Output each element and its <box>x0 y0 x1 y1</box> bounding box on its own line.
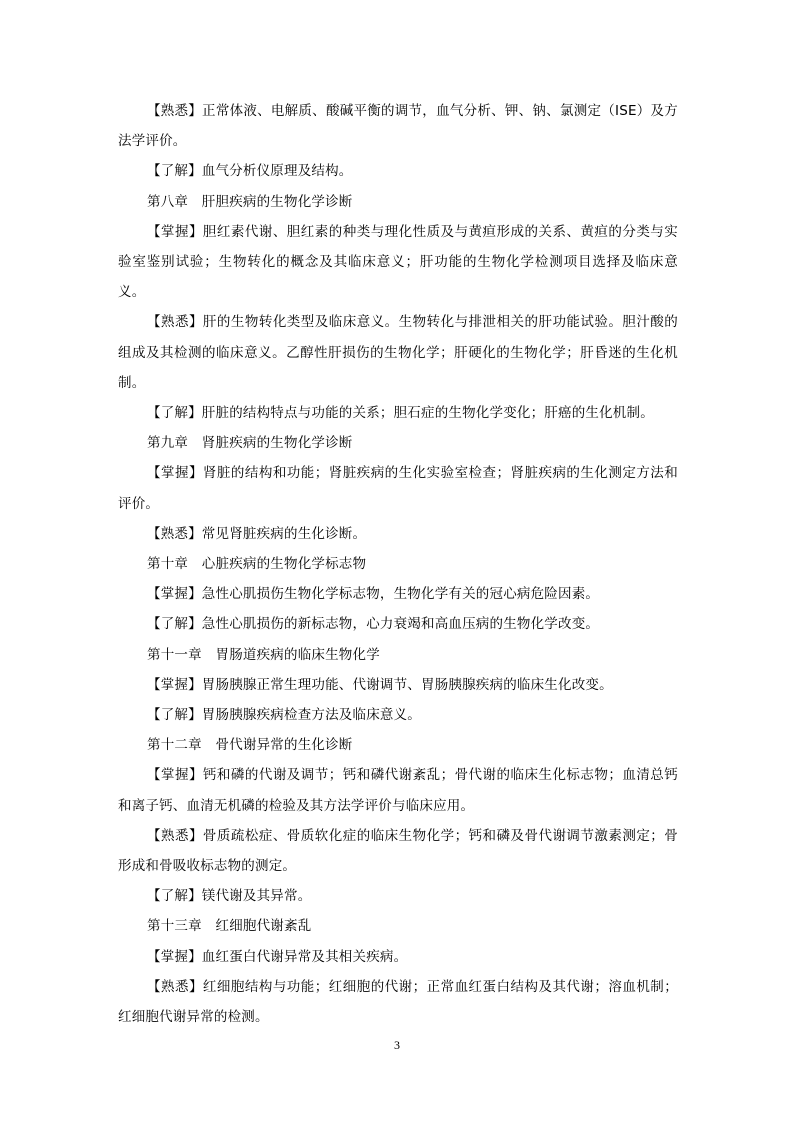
paragraph: 【掌握】急性心肌损伤生物化学标志物，生物化学有关的冠心病危险因素。 <box>147 586 600 603</box>
chapter-heading: 第八章 肝胆疾病的生物化学诊断 <box>147 193 353 210</box>
paragraph: 【了解】镁代谢及其异常。 <box>147 888 312 905</box>
paragraph: 【掌握】胃肠胰腺正常生理功能、代谢调节、胃肠胰腺疾病的临床生化改变。 <box>147 676 613 693</box>
page-number: 3 <box>394 1038 400 1052</box>
paragraph: 【掌握】血红蛋白代谢异常及其相关疾病。 <box>147 948 408 965</box>
paragraph: 【了解】肝脏的结构特点与功能的关系；胆石症的生物化学变化；肝癌的生化机制。 <box>147 405 654 422</box>
paragraph: 【熟悉】红细胞结构与功能；红细胞的代谢；正常血红蛋白结构及其代谢；溶血机制；红细胞代谢异常的检测。 <box>118 978 678 1026</box>
chapter-heading: 第十二章 骨代谢异常的生化诊断 <box>147 737 353 754</box>
paragraph: 【了解】急性心肌损伤的新标志物，心力衰竭和高血压病的生物化学改变。 <box>147 616 600 633</box>
paragraph: 【熟悉】正常体液、电解质、酸碱平衡的调节，血气分析、钾、钠、氯测定（ISE）及方法学评价。 <box>118 103 678 150</box>
paragraph: 【了解】胃肠胰腺疾病检查方法及临床意义。 <box>147 707 421 724</box>
document-body <box>118 96 678 1032</box>
paragraph: 【掌握】胆红素代谢、胆红素的种类与理化性质及与黄疸形成的关系、黄疸的分类与实验室鉴别试验；生物转化的概念及其临床意义；肝功能的生物化学检测项目选择及临床意义。 <box>118 223 678 301</box>
chapter-heading: 第九章 肾脏疾病的生物化学诊断 <box>147 435 353 452</box>
chapter-heading: 第十三章 红细胞代谢紊乱 <box>147 918 312 935</box>
paragraph: 【熟悉】骨质疏松症、骨质软化症的临床生物化学；钙和磷及骨代谢调节激素测定；骨形成和骨吸收标志物的测定。 <box>118 827 678 875</box>
paragraph: 【掌握】肾脏的结构和功能；肾脏疾病的生化实验室检查；肾脏疾病的生化测定方法和评价。 <box>118 465 678 512</box>
chapter-heading: 第十章 心脏疾病的生物化学标志物 <box>147 556 367 573</box>
paragraph: 【了解】血气分析仪原理及结构。 <box>147 163 353 180</box>
paragraph: 【掌握】钙和磷的代谢及调节；钙和磷代谢紊乱；骨代谢的临床生化标志物；血清总钙和离子钙、血清无机磷的检验及其方法学评价与临床应用。 <box>118 767 678 814</box>
paragraph: 【熟悉】肝的生物转化类型及临床意义。生物转化与排泄相关的肝功能试验。胆汁酸的组成及其检测的临床意义。乙醇性肝损伤的生物化学；肝硬化的生物化学；肝昏迷的生化机制。 <box>118 314 678 391</box>
paragraph: 【熟悉】常见肾脏疾病的生化诊断。 <box>147 525 367 542</box>
chapter-heading: 第十一章 胃肠道疾病的临床生物化学 <box>147 646 380 663</box>
